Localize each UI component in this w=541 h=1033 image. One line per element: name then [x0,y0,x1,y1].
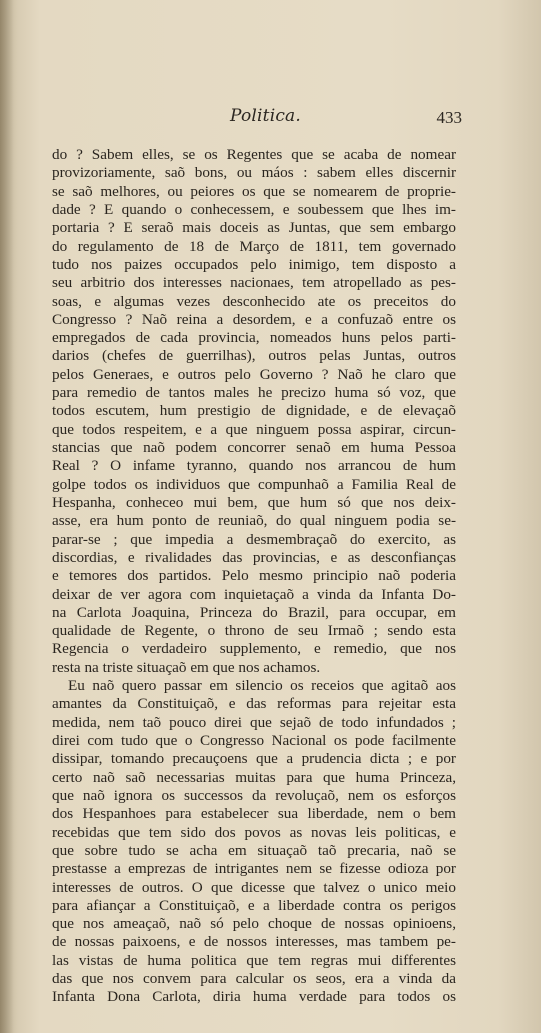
text-line: Hespanha, conheceo mui bem, que hum só que nos deix- [52,493,456,511]
text-line: provizoriamente, saõ bons, ou máos : sabem elles discernir [52,164,456,182]
text-line: dade ? E quando o conhecessem, e soubessem que lhes im- [52,200,456,218]
text-line: pelos Generaes, e outros pelo Governo ? Naõ he claro que [52,365,456,383]
text-line: na Carlota Joaquina, Princeza do Brazil, para occupar, em [52,603,456,621]
text-line: darios (chefes de guerrilhas), outros pelas Juntas, outros [52,347,456,365]
page-number: 433 [436,108,462,127]
text-line: soas, e algumas vezes desconhecido ate os preceitos do [52,292,456,310]
page-header [60,106,460,132]
text-line: Congresso ? Naõ reina a desordem, e a confuzaõ entre os [52,310,456,328]
text-line: resta na triste situaçaõ em que nos achamos. [52,658,321,676]
text-line: Infanta Dona Carlota, diria huma verdade para todos os [52,988,456,1006]
binding-shadow [0,0,14,1033]
text-line: seu arbitrio dos interesses nacionaes, tem atropellado as pes- [52,274,456,292]
text-line: qualidade de Regente, o throno de seu Irmaõ ; sendo esta [52,622,456,640]
text-line: dos Hespanhoes para estabelecer sua liberdade, nem o bem [52,805,456,823]
text-line: que naõ ignora os successos da revoluçaõ, nem os esforços [52,786,456,804]
text-line: do ? Sabem elles, se os Regentes que se acaba de nomear [52,146,456,163]
text-line: portaria ? E seraõ mais doceis as Juntas, que sem embargo [52,219,456,237]
text-line: stancias que naõ podem concorrer senaõ em huma Pessoa [52,439,456,456]
text-line: empregados de cada provincia, nomeados huns pelos parti- [52,329,456,347]
text-line: prestasse a emprezas de intrigantes nem se fizesse odioza por [52,860,456,878]
text-line: de nossas paixoens, e de nossos interesses, mas tambem pe- [52,933,456,951]
text-line: que sobre tudo se acha em situaçaõ taõ precaria, naõ se [52,841,456,859]
text-line: que todos respeitem, e a que ninguem possa aspirar, circun- [52,420,456,438]
text-line: parar-se ; que impedia a desmembraçaõ do exercito, as [52,530,456,548]
text-line: interesses de outros. O que dicesse que talvez o unico meio [52,878,456,896]
text-line: medida, nem taõ pouco direi que sejaõ de todo infundados ; [52,713,456,731]
text-line: se saõ melhores, ou peiores os que se nomearem de proprie- [52,182,456,200]
text-line: e temores dos partidos. Pelo mesmo principio naõ poderia [52,567,456,585]
text-line: das que nos convem para calcular os seos, era a vinda da [52,970,456,988]
text-line: discordias, e rivalidades das provincias, e as desconfianças [52,548,456,566]
text-line: recebidas que tem sido dos povos as novas leis politicas, e [52,823,456,841]
text-line: asse, era hum ponto de reuniaõ, do qual ninguem podia se- [52,512,456,530]
body-text [52,146,456,1007]
text-line: que nos ameaçaõ, naõ só pelo choque de nossas opinioens, [52,915,456,933]
text-line: para afiançar a Constituiçaõ, e a liberdade contra os perigos [52,896,456,914]
text-line: do regulamento de 18 de Março de 1811, tem governado [52,237,456,255]
text-line: las vistas de huma politica que tem regras mui differentes [52,951,456,969]
text-line: todos escutem, hum prestigio de dignidade, e de elevaçaõ [52,402,456,420]
text-line: certo naõ saõ necessarias muitas para que huma Princeza, [52,768,456,786]
text-line: Real ? O infame tyranno, quando nos arrancou de hum [52,457,456,475]
text-line: amantes da Constituiçaõ, e das reformas para rejeitar esta [52,695,456,713]
text-line: deixar de ver agora com inquietaçaõ a vinda da Infanta Do- [52,585,456,603]
running-head: Politica. [230,106,301,126]
text-line: tudo nos paizes occupados pelo inimigo, tem disposto a [52,255,456,273]
text-line: golpe todos os individuos que compunhaõ a Familia Real de [52,475,456,493]
text-line: Regencia o verdadeiro supplemento, e remedio, que nos [52,640,456,658]
text-line: para remedio de tantos males he precizo huma só voz, que [52,384,456,402]
text-line: direi com tudo que o Congresso Nacional os pode facilmente [52,732,456,749]
text-line: dissipar, tomando precauçoens que a prudencia dicta ; e por [52,750,456,768]
text-line: Eu naõ quero passar em silencio os receios que agitaõ aos [68,677,456,695]
